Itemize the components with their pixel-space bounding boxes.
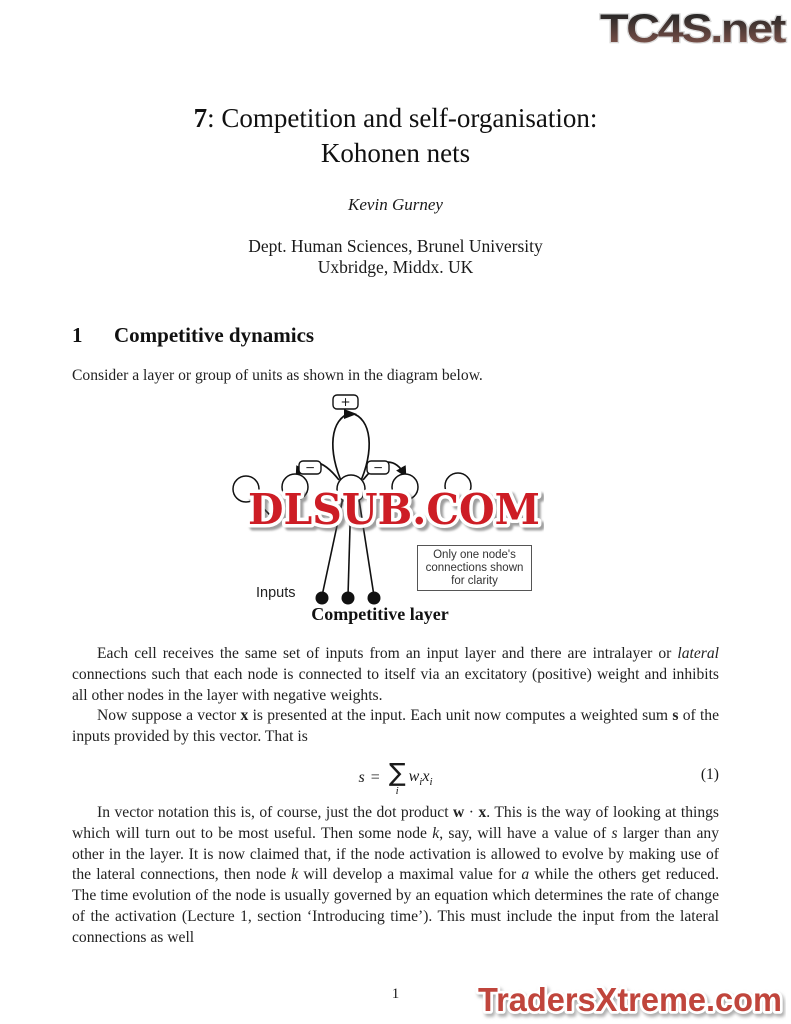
section-number: 1 xyxy=(72,323,83,347)
document-title xyxy=(0,101,791,171)
paragraph-1: Each cell receives the same set of inputs from an input layer and there are intralayer or lateral connections such that each node is connected to itself via an excitatory (positive) weight and inhibits all other nodes in the layer with negative weights. xyxy=(72,645,719,704)
affiliation-line-2: Uxbridge, Middx. UK xyxy=(317,257,474,277)
minus-sign-right: − xyxy=(372,460,384,475)
tradersxtreme-logo-text: TradersXtreme.com xyxy=(478,981,782,1018)
self-loop-arrow xyxy=(333,413,369,485)
watermark-dlsub-logo xyxy=(244,483,544,542)
note-line-1: Only one node's xyxy=(433,548,516,561)
title-line-1 xyxy=(0,101,791,136)
equation xyxy=(72,752,719,804)
title-text: : Competition and self-organisation: xyxy=(207,103,598,133)
paragraph-intro: Consider a layer or group of units as shown in the diagram below. xyxy=(72,367,483,384)
equation-term-2: $x_i$ xyxy=(422,767,433,789)
equation-term-1: $w_i$ xyxy=(408,767,423,789)
watermark-tc4s-logo xyxy=(596,3,788,58)
self-loop-arrowhead xyxy=(344,409,357,419)
author-name: Kevin Gurney xyxy=(348,195,443,214)
tc4s-logo-text: TC4S.net xyxy=(600,7,786,51)
sigma-glyph: ∑ xyxy=(388,757,406,787)
page-number: 1 xyxy=(391,986,400,1002)
minus-sign-box-left xyxy=(299,461,321,475)
section-title: Competitive dynamics xyxy=(114,323,315,347)
minus-sign-left: − xyxy=(304,460,316,475)
paragraph-2: Now suppose a vector x is presented at the input. Each unit now computes a weighted sum s of the inputs provided by this vector. That is xyxy=(72,707,719,745)
equation-equals: = xyxy=(370,769,380,786)
input-dots xyxy=(316,592,381,605)
paragraph-3: In vector notation this is, of course, just the dot product w · x. This is the way of looking at things which will turn out to be most useful. Then some node k, say, will have a value of s larger than any other in the layer. It is now claimed that, if the node activation is allowed to evolve by making use of the lateral connections, then node k will develop a maximal value for a while the others get reduced. The time evolution of the node is usually governed by an equation which determines the rate of change of the activation (Lecture 1, section ‘Introducing time’). This must include the input from the lateral connections as well xyxy=(72,804,720,946)
equation-number: (1) xyxy=(700,766,719,783)
input-dot xyxy=(368,592,381,605)
dlsub-logo-text: DLSUB.COM xyxy=(248,485,540,534)
inputs-label: Inputs xyxy=(256,585,296,601)
equation-block xyxy=(72,752,719,804)
note-line-3: for clarity xyxy=(451,574,498,587)
figure-caption: Competitive layer xyxy=(311,604,449,624)
minus-sign-box-right xyxy=(367,461,389,475)
input-dot xyxy=(342,592,355,605)
summation-symbol xyxy=(388,757,406,797)
note-box xyxy=(417,545,532,591)
watermark-tradersxtreme-logo xyxy=(474,977,786,1024)
equation-lhs: s xyxy=(358,769,365,786)
affiliation-line-1: Dept. Human Sciences, Brunel University xyxy=(248,236,543,256)
sigma-subscript: i xyxy=(395,784,399,797)
input-dot xyxy=(316,592,329,605)
lecture-number: 7 xyxy=(193,103,208,133)
plus-sign-box xyxy=(333,395,358,409)
affiliation xyxy=(0,236,791,278)
note-line-2: connections shown xyxy=(425,561,524,574)
title-line-2: Kohonen nets xyxy=(320,138,471,168)
section-heading xyxy=(72,323,722,348)
plus-sign: + xyxy=(340,395,351,409)
